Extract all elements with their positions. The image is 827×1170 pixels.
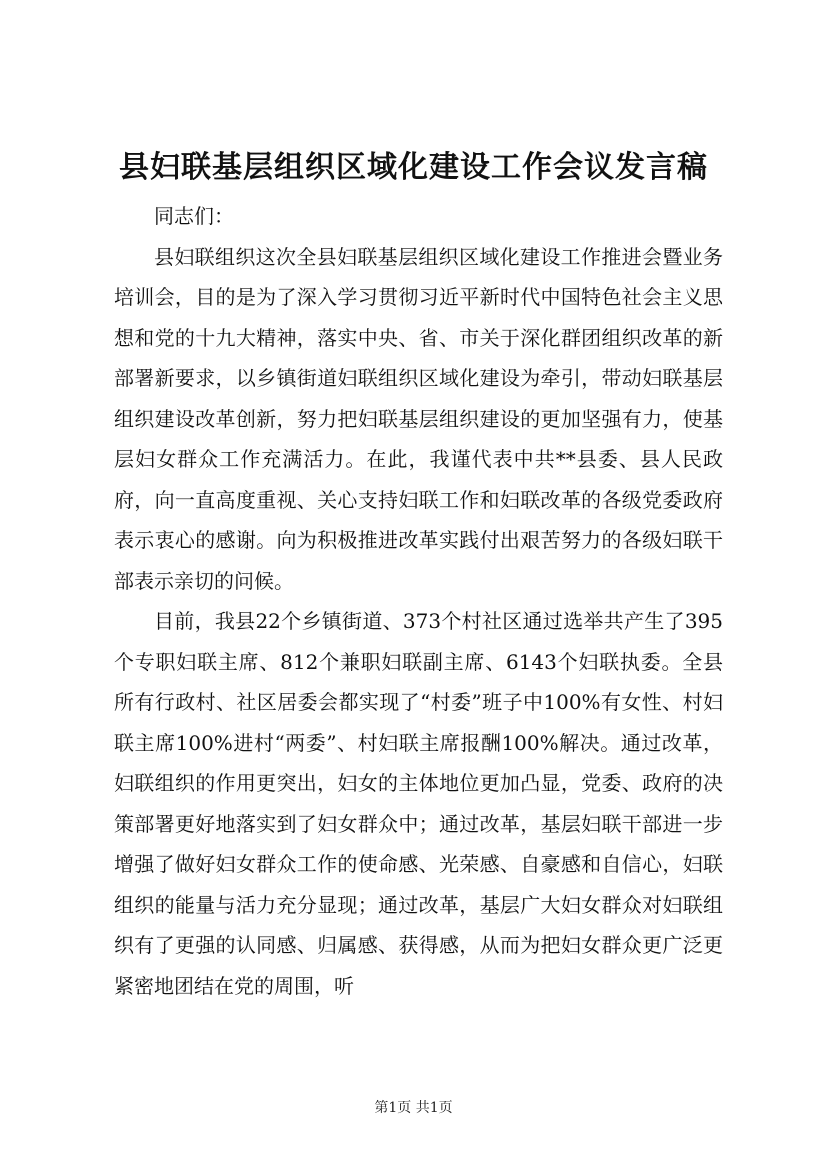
document-title: 县妇联基层组织区域化建设工作会议发言稿 xyxy=(119,150,708,185)
document-body xyxy=(114,196,723,1006)
page-footer: 第1页 共1页 xyxy=(374,1100,453,1116)
paragraph-1: 县妇联组织这次全县妇联基层组织区域化建设工作推进会暨业务培训会，目的是为了深入学习贯彻习近平新时代中国特色社会主义思想和党的十九大精神，落实中央、省、市关于深化群团组织改革的新部署新要求，以乡镇街道妇联组织区域化建设为牵引，带动妇联基层组织建设改革创新，努力把妇联基层组织建设的更加坚强有力，使基层妇女群众工作充满活力。在此，我谨代表中共**县委、县人民政府，向一直高度重视、关心支持妇联工作和妇联改革的各级党委政府表示衷心的感谢。向为积极推进改革实践付出艰苦努力的各级妇联干部表示亲切的问候。 xyxy=(114,244,723,593)
salutation: 同志们： xyxy=(154,204,234,228)
paragraph-2: 目前，我县22个乡镇街道、373个村社区通过选举共产生了395个专职妇联主席、812个兼职妇联副主席、6143个妇联执委。全县所有行政村、社区居委会都实现了“村委”班子中100%有女性、村妇联主席100%进村“两委”、村妇联主席报酬100%解决。通过改革，妇联组织的作用更突出，妇女的主体地位更加凸显，党委、政府的决策部署更好地落实到了妇女群众中；通过改革，基层妇联干部进一步增强了做好妇女群众工作的使命感、光荣感、自豪感和自信心，妇联组织的能量与活力充分显现；通过改革，基层广大妇女群众对妇联组织有了更强的认同感、归属感、获得感，从而为把妇女群众更广泛更紧密地团结在党的周围，听 xyxy=(114,609,723,998)
